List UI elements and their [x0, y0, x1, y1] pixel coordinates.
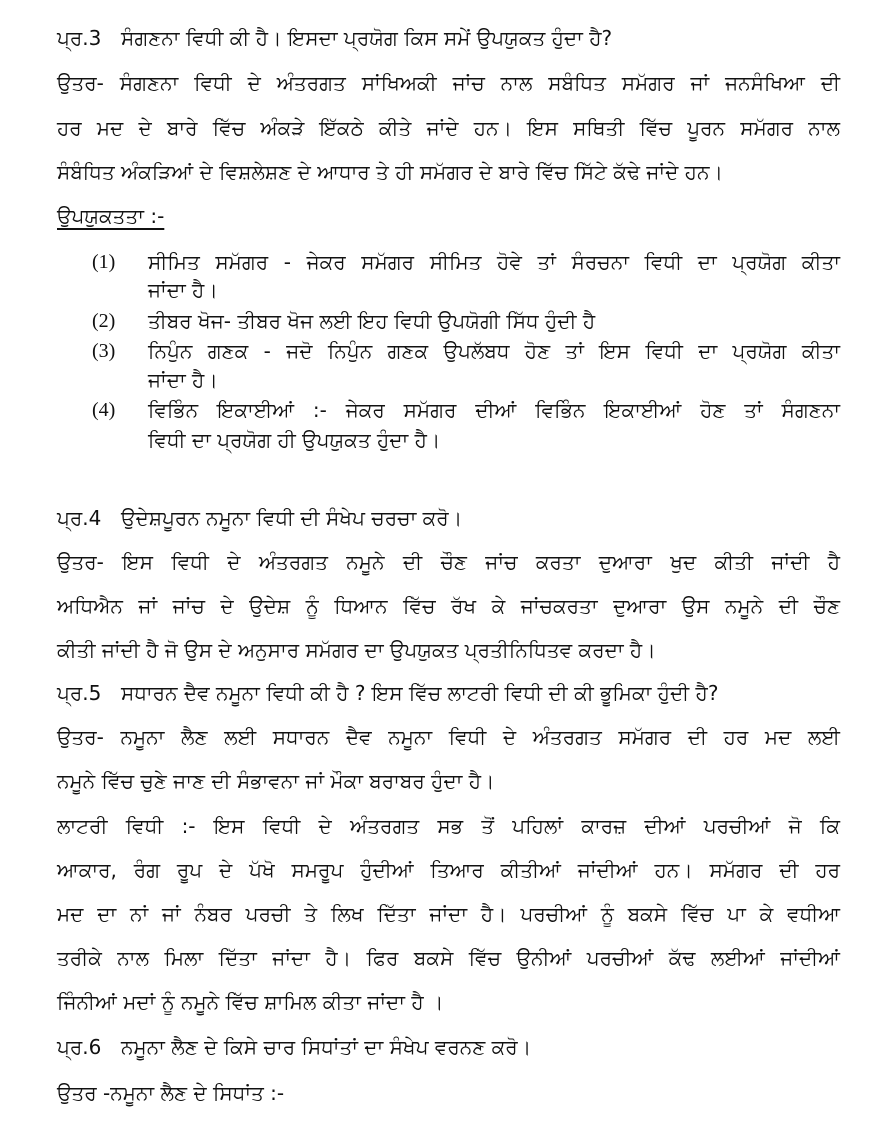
question-label: ਪ੍ਰ.5: [57, 681, 102, 705]
question-text: ਉਦੇਸ਼ਪੂਰਨ ਨਮੂਨਾ ਵਿਧੀ ਦੀ ਸੰਖੇਪ ਚਰਚਾ ਕਰੋ।: [121, 506, 463, 530]
list-item-line: ਸੀਮਿਤ ਸਮੱਗਰ - ਜੇਕਰ ਸਮੱਗਰ ਸੀਮਿਤ ਹੋਵੇ ਤਾਂ ਸੰਰਚਨਾ ਵਿਧੀ ਦਾ ਪ੍ਰਯੋਗ ਕੀਤਾ: [148, 250, 840, 274]
list-number: (2): [92, 310, 116, 332]
answer-3-line: ਸੰਬੰਧਿਤ ਅੰਕੜਿਆਂ ਦੇ ਵਿਸ਼ਲੇਸ਼ਣ ਦੇ ਆਧਾਰ ਤੇ ਹੀ ਸਮੱਗਰ ਦੇ ਬਾਰੇ ਵਿੱਚ ਸਿੱਟੇ ਕੱਢੇ ਜਾਂਦੇ ਹਨ।: [57, 160, 723, 184]
answer-3-line: ਉਤਰ- ਸੰਗਣਨਾ ਵਿਧੀ ਦੇ ਅੰਤਰਗਤ ਸਾਂਖਿਅਕੀ ਜਾਂਚ ਨਾਲ ਸਬੰਧਿਤ ਸਮੱਗਰ ਜਾਂ ਜਨਸੰਖਿਆ ਦੀ: [57, 71, 840, 95]
question-5: [57, 680, 840, 706]
list-number: (3): [92, 340, 116, 362]
question-text: ਨਮੂਨਾ ਲੈਣ ਦੇ ਕਿਸੇ ਚਾਰ ਸਿਧਾਂਤਾਂ ਦਾ ਸੰਖੇਪ ਵਰਨਣ ਕਰੋ।: [121, 1035, 532, 1059]
answer-4-line: ਉਤਰ- ਇਸ ਵਿਧੀ ਦੇ ਅੰਤਰਗਤ ਨਮੂਨੇ ਦੀ ਚੌਣ ਜਾਂਚ ਕਰਤਾ ਦੁਆਰਾ ਖੁਦ ਕੀਤੀ ਜਾਂਦੀ ਹੈ: [57, 550, 840, 574]
lottery-method-line: ਤਰੀਕੇ ਨਾਲ ਮਿਲਾ ਦਿੱਤਾ ਜਾਂਦਾ ਹੈ। ਫਿਰ ਬਕਸੇ ਵਿੱਚ ਉਨੀਆਂ ਪਰਚੀਆਂ ਕੱਢ ਲਈਆਂ ਜਾਂਦੀਆਂ: [57, 946, 840, 970]
lottery-method-line: ਲਾਟਰੀ ਵਿਧੀ :- ਇਸ ਵਿਧੀ ਦੇ ਅੰਤਰਗਤ ਸਭ ਤੋਂ ਪਹਿਲਾਂ ਕਾਰਜ਼ ਦੀਆਂ ਪਰਚੀਆਂ ਜੋ ਕਿ: [57, 814, 840, 838]
lottery-method-line: ਜਿੰਨੀਆਂ ਮਦਾਂ ਨੂੰ ਨਮੂਨੇ ਵਿੱਚ ਸ਼ਾਮਿਲ ਕੀਤਾ ਜਾਂਦਾ ਹੈ ।: [57, 990, 444, 1014]
list-number: (1): [92, 251, 116, 273]
list-item-line: ਜਾਂਦਾ ਹੈ।: [148, 278, 218, 302]
list-item-line: ਜਾਂਦਾ ਹੈ।: [148, 368, 218, 392]
answer-5-line: ਨਮੂਨੇ ਵਿੱਚ ਚੁਣੇ ਜਾਣ ਦੀ ਸੰਭਾਵਨਾ ਜਾਂ ਮੌਕਾ ਬਰਾਬਰ ਹੁੰਦਾ ਹੈ।: [57, 769, 495, 793]
lottery-method-line: ਆਕਾਰ, ਰੰਗ ਰੂਪ ਦੇ ਪੱਖੋ ਸਮਰੂਪ ਹੁੰਦੀਆਂ ਤਿਆਰ ਕੀਤੀਆਂ ਜਾਂਦੀਆਂ ਹਨ। ਸਮੱਗਰ ਦੀ ਹਰ: [57, 858, 840, 882]
question-label: ਪ੍ਰ.4: [57, 506, 102, 530]
question-4: [57, 505, 840, 531]
question-6: [57, 1034, 840, 1060]
question-3: [57, 25, 840, 51]
answer-3-line: ਹਰ ਮਦ ਦੇ ਬਾਰੇ ਵਿੱਚ ਅੰਕੜੇ ਇੱਕਠੇ ਕੀਤੇ ਜਾਂਦੇ ਹਨ। ਇਸ ਸਥਿਤੀ ਵਿੱਚ ਪੂਰਨ ਸਮੱਗਰ ਨਾਲ: [57, 116, 840, 140]
question-text: ਸੰਗਣਨਾ ਵਿਧੀ ਕੀ ਹੈ। ਇਸਦਾ ਪ੍ਰਯੋਗ ਕਿਸ ਸਮੇਂ ਉਪਯੁਕਤ ਹੁੰਦਾ ਹੈ?: [121, 26, 613, 50]
lottery-method-line: ਮਦ ਦਾ ਨਾਂ ਜਾਂ ਨੰਬਰ ਪਰਚੀ ਤੇ ਲਿਖ ਦਿੱਤਾ ਜਾਂਦਾ ਹੈ। ਪਰਚੀਆਂ ਨੂੰ ਬਕਸੇ ਵਿੱਚ ਪਾ ਕੇ ਵਧੀਆ: [57, 902, 840, 926]
question-label: ਪ੍ਰ.3: [57, 26, 102, 50]
suitability-heading: ਉਪਯੁਕਤਤਾ :-: [57, 204, 165, 228]
question-label: ਪ੍ਰ.6: [57, 1035, 102, 1059]
list-item-line: ਵਿਭਿੰਨ ਇਕਾਈਆਂ :- ਜੇਕਰ ਸਮੱਗਰ ਦੀਆਂ ਵਿਭਿੰਨ ਇਕਾਈਆਂ ਹੋਣ ਤਾਂ ਸੰਗਣਨਾ: [148, 398, 840, 422]
question-text: ਸਧਾਰਨ ਦੈਵ ਨਮੂਨਾ ਵਿਧੀ ਕੀ ਹੈ ? ਇਸ ਵਿੱਚ ਲਾਟਰੀ ਵਿਧੀ ਦੀ ਕੀ ਭੂਮਿਕਾ ਹੁੰਦੀ ਹੈ?: [121, 681, 719, 705]
answer-4-line: ਅਧਿਐਨ ਜਾਂ ਜਾਂਚ ਦੇ ਉਦੇਸ਼ ਨੂੰ ਧਿਆਨ ਵਿੱਚ ਰੱਖ ਕੇ ਜਾਂਚਕਰਤਾ ਦੁਆਰਾ ਉਸ ਨਮੂਨੇ ਦੀ ਚੌਣ: [57, 594, 840, 618]
list-item-line: ਨਿਪੁੰਨ ਗਣਕ - ਜਦੋ ਨਿਪੁੰਨ ਗਣਕ ਉਪਲੱਬਧ ਹੋਣ ਤਾਂ ਇਸ ਵਿਧੀ ਦਾ ਪ੍ਰਯੋਗ ਕੀਤਾ: [148, 339, 840, 363]
list-number: (4): [92, 399, 116, 421]
answer-5-line: ਉਤਰ- ਨਮੂਨਾ ਲੈਣ ਲਈ ਸਧਾਰਨ ਦੈਵ ਨਮੂਨਾ ਵਿਧੀ ਦੇ ਅੰਤਰਗਤ ਸਮੱਗਰ ਦੀ ਹਰ ਮਦ ਲਈ: [57, 725, 840, 749]
answer-6-line: ਉਤਰ -ਨਮੂਨਾ ਲੈਣ ਦੇ ਸਿਧਾਂਤ :-: [57, 1081, 285, 1105]
list-item-line: ਵਿਧੀ ਦਾ ਪ੍ਰਯੋਗ ਹੀ ਉਪਯੁਕਤ ਹੁੰਦਾ ਹੈ।: [148, 428, 441, 452]
answer-4-line: ਕੀਤੀ ਜਾਂਦੀ ਹੈ ਜੋ ਉਸ ਦੇ ਅਨੁਸਾਰ ਸਮੱਗਰ ਦਾ ਉਪਯੁਕਤ ਪ੍ਰਤੀਨਿਧਿਤਵ ਕਰਦਾ ਹੈ।: [57, 638, 656, 662]
list-item-line: ਤੀਬਰ ਖੋਜ- ਤੀਬਰ ਖੋਜ ਲਈ ਇਹ ਵਿਧੀ ਉਪਯੋਗੀ ਸਿੱਧ ਹੁੰਦੀ ਹੈ: [148, 309, 596, 333]
